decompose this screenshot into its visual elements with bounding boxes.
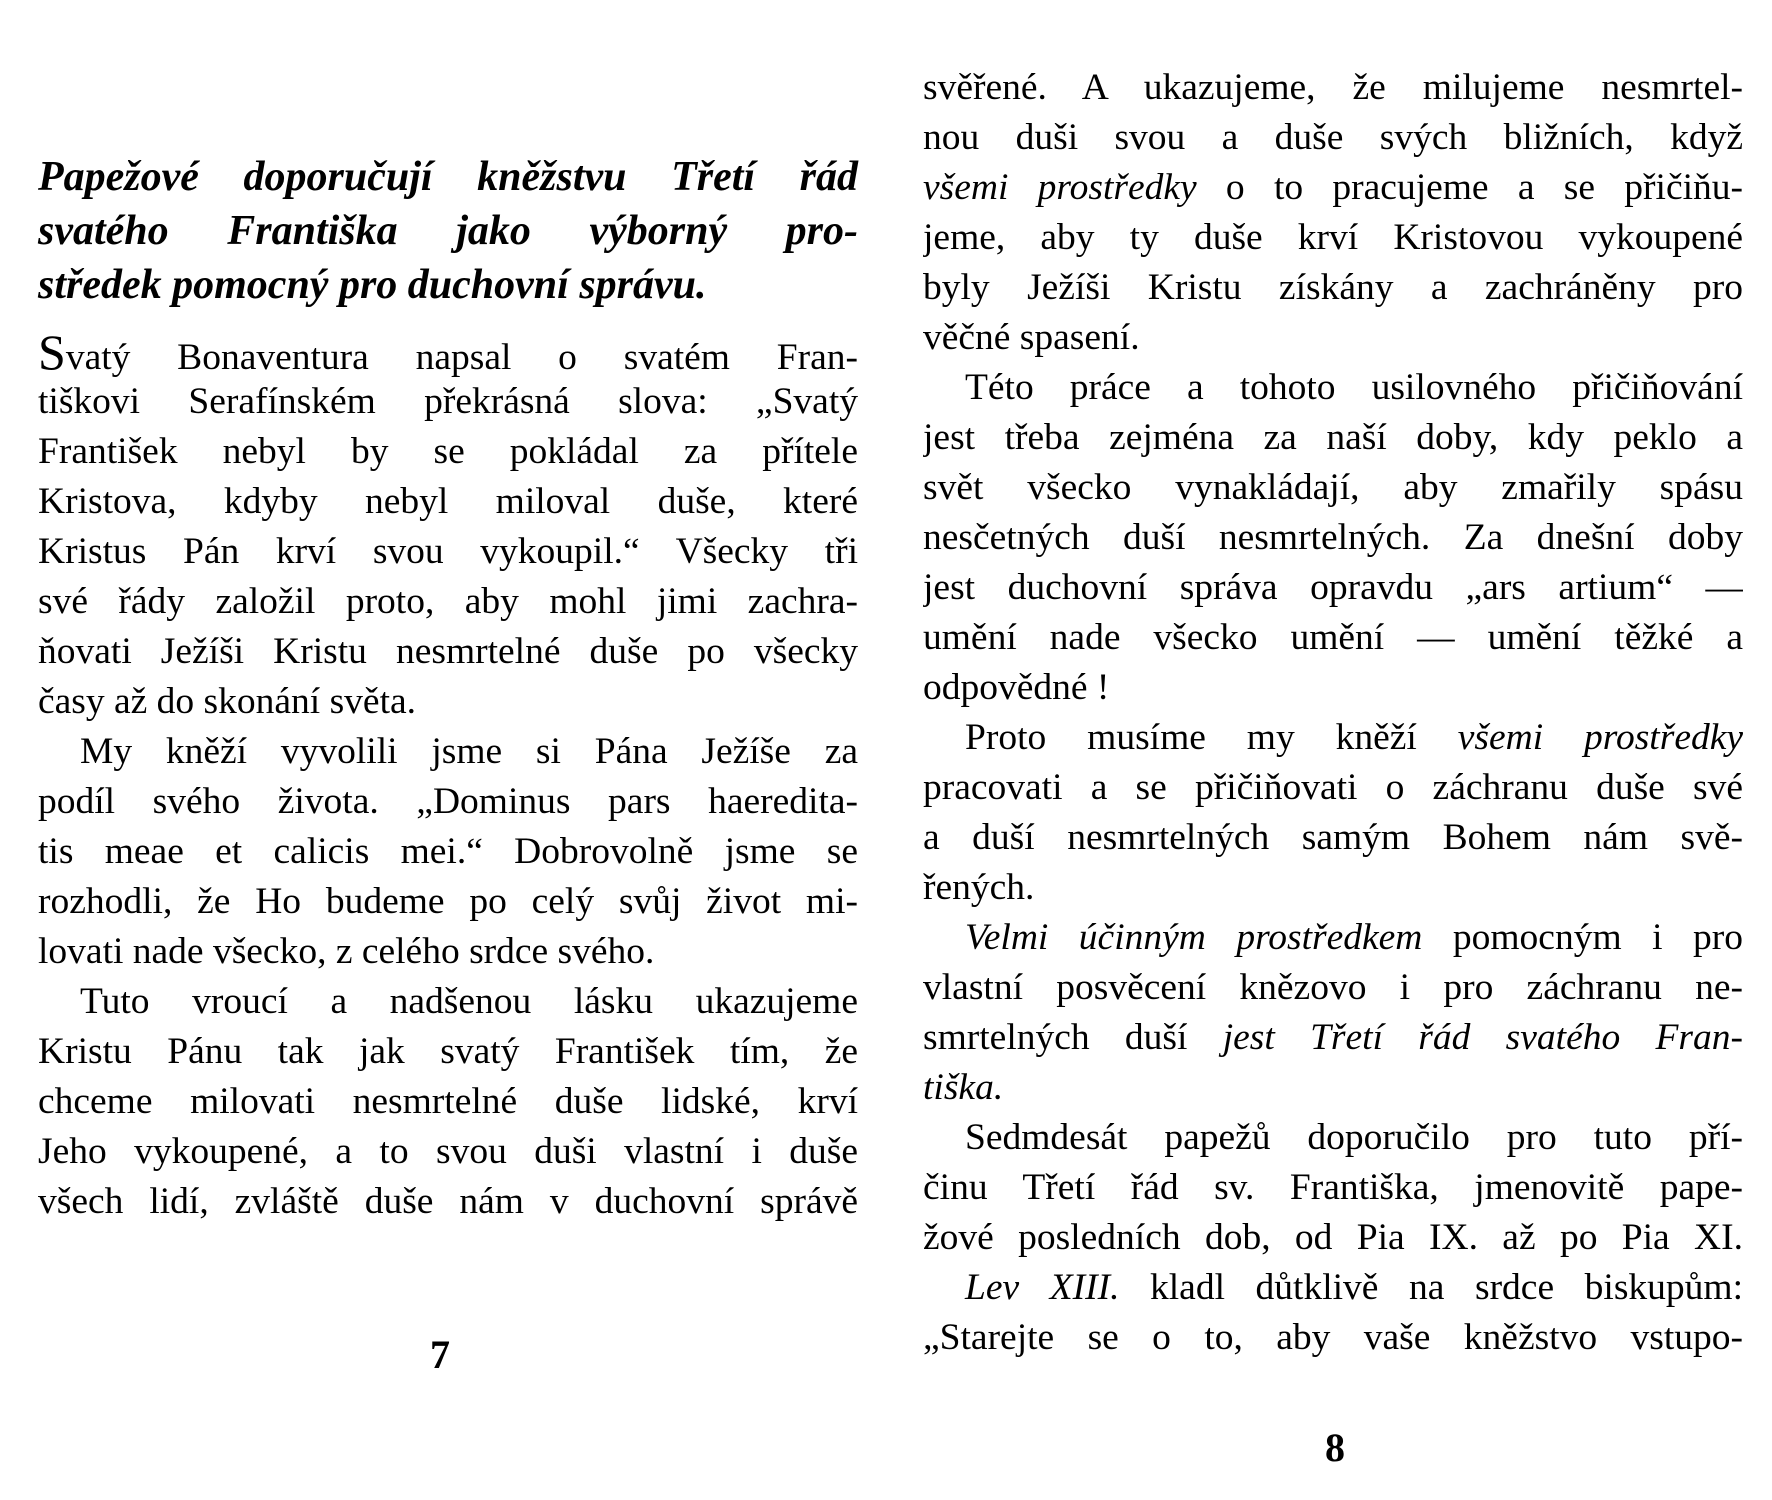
text-line: ňovati Ježíši Kristu nesmrtelné duše po všecky bbox=[38, 631, 858, 672]
section-heading bbox=[38, 150, 858, 312]
text-line: Kristova, kdyby nebyl miloval duše, které bbox=[38, 481, 858, 522]
text-line: umění nade všecko umění — umění těžké a bbox=[923, 617, 1743, 658]
text-line: rozhodli, že Ho budeme po celý svůj život mi- bbox=[38, 881, 858, 922]
text-line: chceme milovati nesmrtelné duše lidské, krví bbox=[38, 1081, 858, 1122]
emphasis: všemi prostředky bbox=[1457, 717, 1743, 758]
text-line: Tuto vroucí a nadšenou lásku ukazujeme bbox=[80, 981, 858, 1022]
text-line: jest třeba zejména za naší doby, kdy peklo a bbox=[923, 417, 1743, 458]
text-line: vlastní posvěcení knězovo i pro záchranu ne- bbox=[923, 967, 1743, 1008]
text-line: Proto musíme my kněží všemi prostředky bbox=[965, 717, 1743, 758]
text-line: byly Ježíši Kristu získány a zachráněny pro bbox=[923, 267, 1743, 308]
page-number: 7 bbox=[430, 1332, 450, 1377]
text-line: Svatý Bonaventura napsal o svatém Fran- bbox=[38, 327, 858, 377]
text-line: Kristu Pánu tak jak svatý František tím, že bbox=[38, 1031, 858, 1072]
text-line: věčné spasení. bbox=[923, 317, 1140, 358]
heading-line: svatého Františka jako výborný pro- bbox=[38, 208, 858, 254]
text-line: žové posledních dob, od Pia IX. až po Pia XI. bbox=[923, 1217, 1743, 1258]
text-line: jest duchovní správa opravdu „ars artium“ — bbox=[923, 567, 1743, 608]
text-line: lovati nade všecko, z celého srdce svého. bbox=[38, 931, 655, 972]
text-line: nou duši svou a duše svých bližních, když bbox=[923, 117, 1743, 158]
text-line: podíl svého života. „Dominus pars haeredita- bbox=[38, 781, 858, 822]
text-line: svěřené. A ukazujeme, že milujeme nesmrtel- bbox=[923, 67, 1743, 108]
emphasis: Velmi účinným prostředkem bbox=[965, 917, 1423, 958]
text-line: tiška. bbox=[923, 1067, 1004, 1108]
emphasis: Lev XIII. bbox=[965, 1267, 1120, 1308]
text-line: My kněží vyvolili jsme si Pána Ježíše za bbox=[80, 731, 858, 772]
text-line: pracovati a se přičiňovati o záchranu duše své bbox=[923, 767, 1743, 808]
text-line: František nebyl by se pokládal za přítele bbox=[38, 431, 858, 472]
drop-cap: S bbox=[38, 327, 66, 377]
text-line: a duší nesmrtelných samým Bohem nám svě- bbox=[923, 817, 1743, 858]
text-line: Kristus Pán krví svou vykoupil.“ Všecky tři bbox=[38, 531, 858, 572]
text-line: činu Třetí řád sv. Františka, jmenovitě pape- bbox=[923, 1167, 1743, 1208]
page-number: 8 bbox=[1325, 1425, 1345, 1470]
text-line: svět všecko vynakládají, aby zmařily spásu bbox=[923, 467, 1743, 508]
text-line: všemi prostředky o to pracujeme a se přičiňu- bbox=[923, 167, 1743, 208]
text-line: všech lidí, zvláště duše nám v duchovní správě bbox=[38, 1181, 858, 1222]
text-line: nesčetných duší nesmrtelných. Za dnešní doby bbox=[923, 517, 1743, 558]
text-line: jeme, aby ty duše krví Kristovou vykoupené bbox=[923, 217, 1743, 258]
text-line: odpovědné ! bbox=[923, 667, 1110, 708]
heading-line: středek pomocný pro duchovní správu. bbox=[38, 262, 707, 308]
body-text bbox=[923, 63, 1743, 1363]
text-line: své řády založil proto, aby mohl jimi zachra- bbox=[38, 581, 858, 622]
text-line: „Starejte se o to, aby vaše kněžstvo vstupo- bbox=[923, 1317, 1743, 1358]
text-line: Velmi účinným prostředkem pomocným i pro bbox=[965, 917, 1743, 958]
emphasis: všemi prostředky bbox=[923, 167, 1197, 208]
text-line: Jeho vykoupené, a to svou duši vlastní i duše bbox=[38, 1131, 858, 1172]
text-line: Této práce a tohoto usilovného přičiňování bbox=[965, 367, 1743, 408]
emphasis: jest Třetí řád svatého Fran- bbox=[1222, 1017, 1743, 1058]
text-line: tis meae et calicis mei.“ Dobrovolně jsme se bbox=[38, 831, 858, 872]
body-text bbox=[38, 327, 858, 1227]
heading-line: Papežové doporučují kněžstvu Třetí řád bbox=[38, 154, 858, 200]
text-line: řených. bbox=[923, 867, 1035, 908]
text-line: Sedmdesát papežů doporučilo pro tuto pří- bbox=[965, 1117, 1743, 1158]
text-line: časy až do skonání světa. bbox=[38, 681, 417, 722]
text-line: Lev XIII. kladl důtklivě na srdce biskupům: bbox=[965, 1267, 1743, 1308]
text-line: tiškovi Serafínském překrásná slova: „Svatý bbox=[38, 381, 858, 422]
text-line: smrtelných duší jest Třetí řád svatého Fran- bbox=[923, 1017, 1743, 1058]
